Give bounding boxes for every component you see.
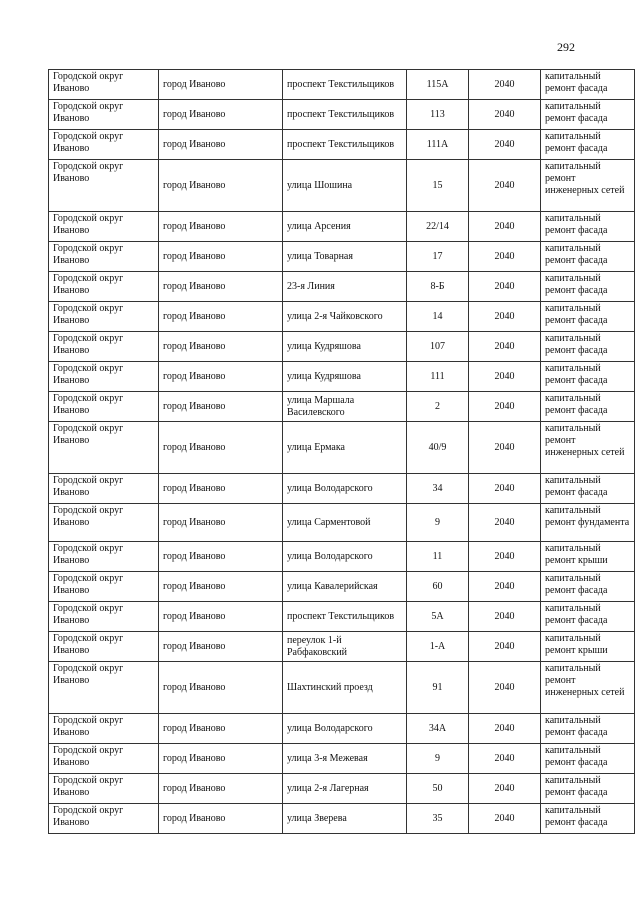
year-cell: 2040 <box>469 332 541 362</box>
year-cell: 2040 <box>469 602 541 632</box>
street-cell: улица Володарского <box>283 542 407 572</box>
table-row <box>49 272 635 302</box>
house-number-cell: 40/9 <box>407 422 469 474</box>
city-cell: город Иваново <box>159 160 283 212</box>
house-number-cell: 15 <box>407 160 469 212</box>
table-row <box>49 362 635 392</box>
year-cell: 2040 <box>469 714 541 744</box>
district-cell: Городской округ Иваново <box>49 70 159 100</box>
table-row <box>49 474 635 504</box>
registry-table <box>48 69 635 834</box>
district-cell: Городской округ Иваново <box>49 212 159 242</box>
city-cell: город Иваново <box>159 272 283 302</box>
year-cell: 2040 <box>469 272 541 302</box>
district-cell: Городской округ Иваново <box>49 542 159 572</box>
city-cell: город Иваново <box>159 542 283 572</box>
street-cell: улица Ермака <box>283 422 407 474</box>
district-cell: Городской округ Иваново <box>49 744 159 774</box>
year-cell: 2040 <box>469 504 541 542</box>
work-type-cell: капитальный ремонт инженерных сетей <box>541 422 635 474</box>
district-cell: Городской округ Иваново <box>49 242 159 272</box>
year-cell: 2040 <box>469 212 541 242</box>
table-row <box>49 714 635 744</box>
work-type-cell: капитальный ремонт фасада <box>541 332 635 362</box>
table-row <box>49 422 635 474</box>
house-number-cell: 11 <box>407 542 469 572</box>
table-row <box>49 302 635 332</box>
city-cell: город Иваново <box>159 774 283 804</box>
street-cell: Шахтинский проезд <box>283 662 407 714</box>
house-number-cell: 9 <box>407 744 469 774</box>
work-type-cell: капитальный ремонт фасада <box>541 272 635 302</box>
year-cell: 2040 <box>469 662 541 714</box>
house-number-cell: 91 <box>407 662 469 714</box>
city-cell: город Иваново <box>159 332 283 362</box>
work-type-cell: капитальный ремонт фасада <box>541 714 635 744</box>
street-cell: 23-я Линия <box>283 272 407 302</box>
district-cell: Городской округ Иваново <box>49 100 159 130</box>
work-type-cell: капитальный ремонт фасада <box>541 392 635 422</box>
house-number-cell: 60 <box>407 572 469 602</box>
table-row <box>49 804 635 834</box>
table-row <box>49 632 635 662</box>
district-cell: Городской округ Иваново <box>49 662 159 714</box>
table-row <box>49 662 635 714</box>
work-type-cell: капитальный ремонт фасада <box>541 302 635 332</box>
district-cell: Городской округ Иваново <box>49 632 159 662</box>
city-cell: город Иваново <box>159 804 283 834</box>
city-cell: город Иваново <box>159 302 283 332</box>
work-type-cell: капитальный ремонт крыши <box>541 632 635 662</box>
table-row <box>49 130 635 160</box>
city-cell: город Иваново <box>159 474 283 504</box>
table-row <box>49 504 635 542</box>
house-number-cell: 50 <box>407 774 469 804</box>
city-cell: город Иваново <box>159 362 283 392</box>
district-cell: Городской округ Иваново <box>49 362 159 392</box>
table-row <box>49 602 635 632</box>
street-cell: улица 2-я Чайковского <box>283 302 407 332</box>
work-type-cell: капитальный ремонт фасада <box>541 242 635 272</box>
house-number-cell: 34 <box>407 474 469 504</box>
work-type-cell: капитальный ремонт фасада <box>541 130 635 160</box>
work-type-cell: капитальный ремонт фасада <box>541 774 635 804</box>
city-cell: город Иваново <box>159 632 283 662</box>
table-row <box>49 392 635 422</box>
street-cell: улица Шошина <box>283 160 407 212</box>
year-cell: 2040 <box>469 392 541 422</box>
street-cell: проспект Текстильщиков <box>283 70 407 100</box>
street-cell: улица Сарментовой <box>283 504 407 542</box>
table-row <box>49 212 635 242</box>
house-number-cell: 34А <box>407 714 469 744</box>
table-row <box>49 332 635 362</box>
registry-body <box>49 70 635 834</box>
house-number-cell: 9 <box>407 504 469 542</box>
table-row <box>49 70 635 100</box>
city-cell: город Иваново <box>159 100 283 130</box>
table-row <box>49 160 635 212</box>
work-type-cell: капитальный ремонт инженерных сетей <box>541 160 635 212</box>
work-type-cell: капитальный ремонт фасада <box>541 572 635 602</box>
house-number-cell: 111А <box>407 130 469 160</box>
table-row <box>49 744 635 774</box>
city-cell: город Иваново <box>159 504 283 542</box>
year-cell: 2040 <box>469 302 541 332</box>
city-cell: город Иваново <box>159 130 283 160</box>
street-cell: улица Зверева <box>283 804 407 834</box>
year-cell: 2040 <box>469 474 541 504</box>
work-type-cell: капитальный ремонт фасада <box>541 744 635 774</box>
district-cell: Городской округ Иваново <box>49 602 159 632</box>
work-type-cell: капитальный ремонт фундамента <box>541 504 635 542</box>
work-type-cell: капитальный ремонт крыши <box>541 542 635 572</box>
year-cell: 2040 <box>469 362 541 392</box>
work-type-cell: капитальный ремонт фасада <box>541 602 635 632</box>
year-cell: 2040 <box>469 804 541 834</box>
city-cell: город Иваново <box>159 572 283 602</box>
year-cell: 2040 <box>469 774 541 804</box>
street-cell: улица Кавалерийская <box>283 572 407 602</box>
house-number-cell: 2 <box>407 392 469 422</box>
street-cell: проспект Текстильщиков <box>283 130 407 160</box>
year-cell: 2040 <box>469 422 541 474</box>
work-type-cell: капитальный ремонт фасада <box>541 362 635 392</box>
house-number-cell: 1-А <box>407 632 469 662</box>
street-cell: улица 3-я Межевая <box>283 744 407 774</box>
city-cell: город Иваново <box>159 744 283 774</box>
year-cell: 2040 <box>469 572 541 602</box>
city-cell: город Иваново <box>159 714 283 744</box>
work-type-cell: капитальный ремонт инженерных сетей <box>541 662 635 714</box>
city-cell: город Иваново <box>159 662 283 714</box>
year-cell: 2040 <box>469 744 541 774</box>
city-cell: город Иваново <box>159 602 283 632</box>
city-cell: город Иваново <box>159 242 283 272</box>
district-cell: Городской округ Иваново <box>49 272 159 302</box>
table-row <box>49 774 635 804</box>
district-cell: Городской округ Иваново <box>49 774 159 804</box>
district-cell: Городской округ Иваново <box>49 160 159 212</box>
city-cell: город Иваново <box>159 392 283 422</box>
street-cell: улица 2-я Лагерная <box>283 774 407 804</box>
work-type-cell: капитальный ремонт фасада <box>541 474 635 504</box>
house-number-cell: 107 <box>407 332 469 362</box>
street-cell: проспект Текстильщиков <box>283 602 407 632</box>
district-cell: Городской округ Иваново <box>49 422 159 474</box>
street-cell: улица Володарского <box>283 474 407 504</box>
city-cell: город Иваново <box>159 422 283 474</box>
city-cell: город Иваново <box>159 212 283 242</box>
street-cell: переулок 1-й Рабфаковский <box>283 632 407 662</box>
district-cell: Городской округ Иваново <box>49 504 159 542</box>
district-cell: Городской округ Иваново <box>49 474 159 504</box>
house-number-cell: 111 <box>407 362 469 392</box>
street-cell: улица Товарная <box>283 242 407 272</box>
house-number-cell: 8-Б <box>407 272 469 302</box>
street-cell: улица Кудряшова <box>283 362 407 392</box>
house-number-cell: 14 <box>407 302 469 332</box>
house-number-cell: 113 <box>407 100 469 130</box>
district-cell: Городской округ Иваново <box>49 804 159 834</box>
house-number-cell: 115А <box>407 70 469 100</box>
table-row <box>49 100 635 130</box>
year-cell: 2040 <box>469 542 541 572</box>
district-cell: Городской округ Иваново <box>49 332 159 362</box>
house-number-cell: 35 <box>407 804 469 834</box>
street-cell: улица Кудряшова <box>283 332 407 362</box>
work-type-cell: капитальный ремонт фасада <box>541 100 635 130</box>
district-cell: Городской округ Иваново <box>49 130 159 160</box>
house-number-cell: 17 <box>407 242 469 272</box>
year-cell: 2040 <box>469 100 541 130</box>
work-type-cell: капитальный ремонт фасада <box>541 804 635 834</box>
table-row <box>49 242 635 272</box>
city-cell: город Иваново <box>159 70 283 100</box>
work-type-cell: капитальный ремонт фасада <box>541 212 635 242</box>
street-cell: улица Арсения <box>283 212 407 242</box>
house-number-cell: 5А <box>407 602 469 632</box>
year-cell: 2040 <box>469 130 541 160</box>
street-cell: проспект Текстильщиков <box>283 100 407 130</box>
district-cell: Городской округ Иваново <box>49 714 159 744</box>
district-cell: Городской округ Иваново <box>49 392 159 422</box>
page-number: 292 <box>557 40 575 54</box>
year-cell: 2040 <box>469 242 541 272</box>
street-cell: улица Маршала Василевского <box>283 392 407 422</box>
work-type-cell: капитальный ремонт фасада <box>541 70 635 100</box>
district-cell: Городской округ Иваново <box>49 572 159 602</box>
district-cell: Городской округ Иваново <box>49 302 159 332</box>
table-row <box>49 572 635 602</box>
house-number-cell: 22/14 <box>407 212 469 242</box>
year-cell: 2040 <box>469 632 541 662</box>
year-cell: 2040 <box>469 70 541 100</box>
year-cell: 2040 <box>469 160 541 212</box>
street-cell: улица Володарского <box>283 714 407 744</box>
table-row <box>49 542 635 572</box>
